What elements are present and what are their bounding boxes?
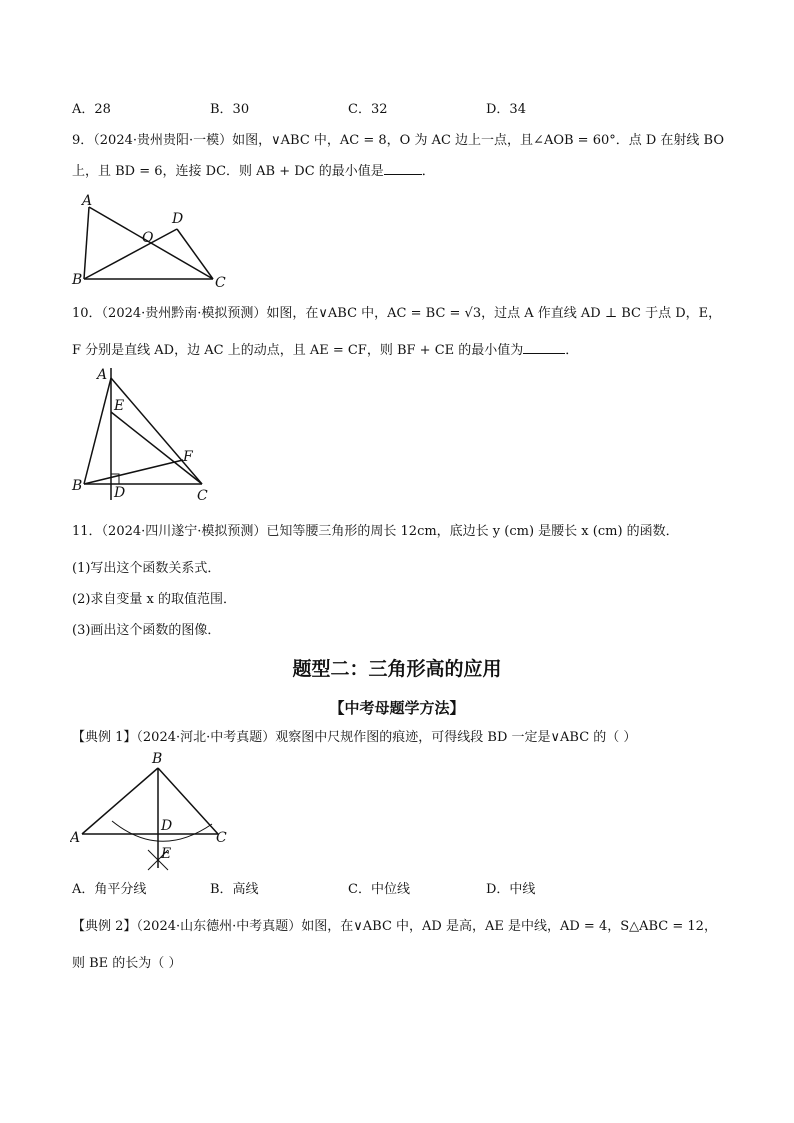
label-b: B — [72, 272, 83, 288]
option-d: D．中线 — [486, 882, 536, 897]
example-2-line2: 则 BE 的长为（ ） — [72, 956, 182, 971]
question-9-line2: 上，且 BD = 6，连接 DC．则 AB + DC 的最小值是 ． — [72, 164, 435, 179]
figure-q10 — [70, 360, 230, 505]
label-c: C — [216, 830, 227, 846]
answer-blank — [523, 341, 565, 354]
label-o: O — [142, 230, 154, 246]
answer-blank — [384, 162, 422, 175]
label-f: F — [183, 449, 193, 465]
option-c: C．32 — [348, 102, 388, 117]
figure-example-1 — [70, 750, 240, 875]
question-11-stem: 11．（2024·四川遂宁·模拟预测）已知等腰三角形的周长 12cm，底边长 y (cm) 是腰长 x (cm) 的函数． — [72, 524, 679, 539]
label-e: E — [161, 846, 172, 862]
option-a: A．28 — [72, 102, 111, 117]
label-a: A — [82, 193, 93, 209]
figure-q9 — [70, 192, 240, 292]
example-2-line1: 【典例 2】（2024·山东德州·中考真题）如图，在∨ABC 中，AD 是高，AE 是中线，AD = 4，S△ABC = 12， — [72, 919, 717, 934]
label-b: B — [72, 478, 83, 494]
question-9-line1: 9．（2024·贵州贵阳·一模）如图，∨ABC 中，AC = 8，O 为 AC 边上一点，且∠AOB = 60°．点 D 在射线 BO — [72, 133, 725, 148]
question-10-line1: 10．（2024·贵州黔南·模拟预测）如图，在∨ABC 中，AC = BC = √3，过点 A 作直线 AD ⊥ BC 于点 D，E， — [72, 306, 722, 321]
option-b: B．高线 — [210, 882, 259, 897]
question-11-part3: (3)画出这个函数的图像． — [72, 623, 221, 638]
label-c: C — [215, 275, 226, 291]
label-d: D — [161, 818, 173, 834]
question-11-part1: (1)写出这个函数关系式． — [72, 561, 221, 576]
label-a: A — [70, 830, 81, 846]
label-d: D — [114, 485, 126, 501]
example-1-stem: 【典例 1】（2024·河北·中考真题）观察图中尺规作图的痕迹，可得线段 BD 一定是∨ABC 的（ ） — [72, 730, 637, 745]
option-c: C．中位线 — [348, 882, 410, 897]
label-d: D — [172, 211, 184, 227]
label-c: C — [197, 488, 208, 504]
label-a: A — [97, 367, 108, 383]
question-11-part2: (2)求自变量 x 的取值范围． — [72, 592, 237, 607]
option-d: D．34 — [486, 102, 526, 117]
label-b: B — [152, 751, 163, 767]
question-10-line2: F 分别是直线 AD，边 AC 上的动点，且 AE = CF，则 BF + CE 的最小值为 ． — [72, 343, 579, 358]
section-subtitle: 【中考母题学方法】 — [329, 699, 465, 717]
option-a: A．角平分线 — [72, 882, 147, 897]
label-e: E — [114, 398, 125, 414]
option-b: B．30 — [210, 102, 250, 117]
section-title: 题型二：三角形高的应用 — [292, 658, 502, 680]
